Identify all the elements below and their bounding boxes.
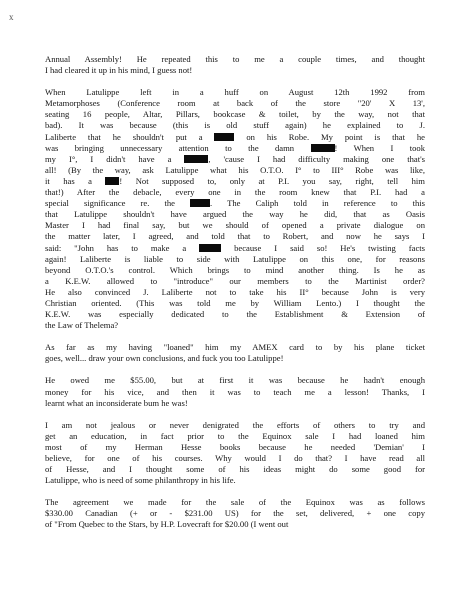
corner-mark: x xyxy=(9,12,14,22)
text-line: Latulippe, who is need of some philanthropy in his life. xyxy=(45,475,236,486)
redaction-bar xyxy=(311,144,335,152)
text-line: all! (By the way, ask Latulippe what his O.T.O. I° to III° Robe was like, xyxy=(45,164,425,175)
paragraph xyxy=(45,420,425,487)
text-line: of "From Quebec to the Stars, by H.P. Lovecraft for $20.00 (I went out xyxy=(45,519,289,530)
text-line: goes, well... draw your own conclusions, and fuck you too Latulippe! xyxy=(45,353,284,364)
text-line: As far as my having "loaned" him my AMEX card to by his plane ticket xyxy=(45,342,425,353)
letter-body xyxy=(45,54,425,542)
text-line: When Latulippe left in a huff on August 12th 1992 from xyxy=(45,87,425,98)
text-line: again! Laliberte is liable to side with Latulippe on this one, for reasons xyxy=(45,253,425,264)
text-line: I had cleared it up in his mind, I guess not! xyxy=(45,65,193,76)
text-line: Laliberte that he shouldn't put a on his Robe. My point is that he xyxy=(45,131,425,142)
text-line: $330.00 Canadian (+ or - $231.00 US) for the set, delivered, + one copy xyxy=(45,508,425,519)
redaction-bar xyxy=(199,244,221,252)
text-line: that Latulippe shouldn't have argued the way he did, that as Oasis xyxy=(45,209,425,220)
text-line: Master I had final say, but we should of opened a private dialogue on xyxy=(45,220,425,231)
redaction-bar xyxy=(184,155,208,163)
redaction-bar xyxy=(190,199,210,207)
text-line: beyond O.T.O.'s control. Which brings to mind another thing. Is he as xyxy=(45,264,425,275)
text-line: He also convinced J. Laliberte not to take his II° because John is very xyxy=(45,286,425,297)
text-line: I am not jealous or never denigrated the efforts of others to try and xyxy=(45,419,425,430)
text-line: K.E.W. was especially dedicated to the Establishment & Extension of xyxy=(45,309,425,320)
paragraph xyxy=(45,375,425,408)
text-line: a K.E.W. allowed to "introduce" our members to the Martinist order? xyxy=(45,275,425,286)
text-line: the matter later, I agreed, and told that to Robert, and now he says I xyxy=(45,231,425,242)
text-line: get an education, in fact prior to the Equinox sale I had loaned him xyxy=(45,430,425,441)
text-line: Metamorphoses (Conference room at back of the store "20' X 13', xyxy=(45,98,425,109)
text-line: seating 16 people, Altar, Pillars, bookcase & toilet, by the way, not that xyxy=(45,109,425,120)
text-line: said: "John has to make a because I said so! He's twisting facts xyxy=(45,242,425,253)
paragraph xyxy=(45,54,425,76)
redaction-bar xyxy=(214,133,234,141)
text-line: bad). It was because (this is old stuff again) he explained to J. xyxy=(45,120,425,131)
text-line: learnt what an inconsiderate bum he was! xyxy=(45,397,188,408)
paragraph xyxy=(45,342,425,364)
text-line: it has a ! Not supposed to, only at P.I. you say, right, tell him xyxy=(45,175,425,186)
text-line: Annual Assembly! He repeated this to me a couple times, and thought xyxy=(45,54,425,64)
text-line: that!) After the debacle, every one in the room knew that P.I. had a xyxy=(45,187,425,198)
paragraph xyxy=(45,497,425,530)
text-line: special significance re. the . The Caliph told in reference to this xyxy=(45,198,426,209)
text-line: believe, for one of his courses. Why would I do that? I have read all xyxy=(45,453,425,463)
text-line: money for his vice, and then it was to teach me a lesson! Thanks, I xyxy=(45,386,425,397)
redaction-bar xyxy=(105,177,119,185)
text-line: most of my Herman Hesse books because he needed 'Demian' I xyxy=(45,441,425,452)
text-line: was bringing unnecessary attention to the damn ! When I took xyxy=(45,142,426,153)
text-line: The agreement we made for the sale of the Equinox was as follows xyxy=(45,497,425,508)
text-line: of Hesse, and I thought some of his ideas might do some good for xyxy=(45,464,425,475)
text-line: He owed me $55.00, but at first it was because he hadn't enough xyxy=(45,375,425,386)
text-line: the Law of Thelema? xyxy=(45,320,119,331)
paragraph xyxy=(45,87,425,331)
text-line: Christian oriented. (This was told me by William Lento.) I thought the xyxy=(45,297,425,308)
text-line: my I°, I didn't have a , 'cause I had difficulty making one that's xyxy=(45,153,425,164)
